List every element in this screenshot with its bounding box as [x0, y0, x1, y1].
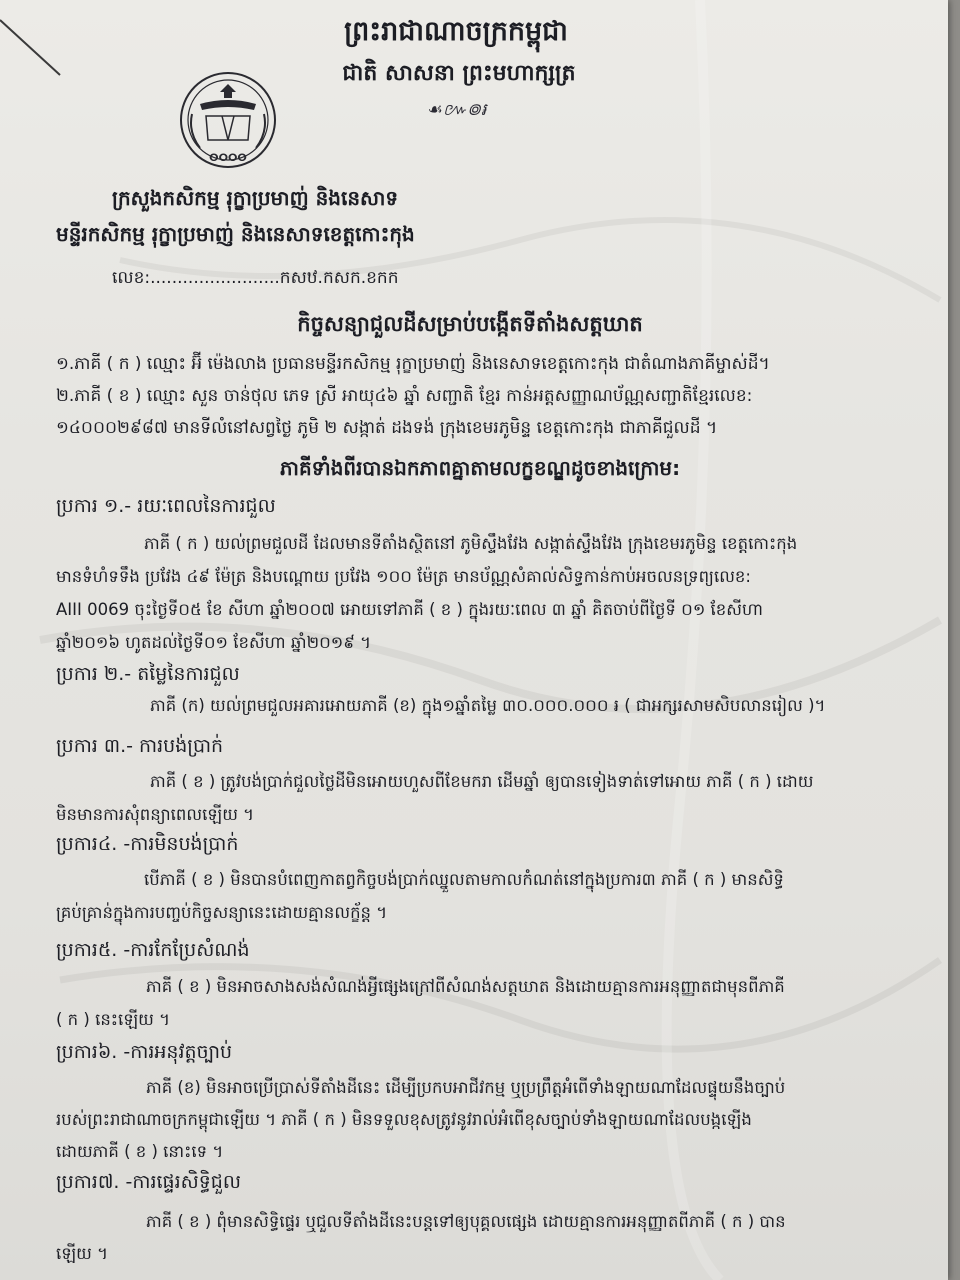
contract-title: កិច្ចសន្យាជួលដីសម្រាប់បង្កើតទីតាំងសត្តឃាត: [297, 312, 643, 336]
department-name: មន្ទីរកសិកម្ម រុក្ខាប្រមាញ់ និងនេសាទខេត្តកោះកុង: [56, 222, 415, 246]
article-3-line: មិនមានការសុំពន្យាពេលឡើយ ។: [56, 805, 255, 824]
ministry-name: ក្រសួងកសិកម្ម រុក្ខាប្រមាញ់ និងនេសាទ: [112, 186, 399, 210]
article-4-title: ប្រការ៤. -ការមិនបង់ប្រាក់: [56, 833, 239, 855]
article-1-title: ប្រការ ១.- រយៈពេលនៃការជួល: [56, 495, 276, 517]
article-1-line: AIII 0069 ចុះថ្ងៃទី០៥ ខែ សីហា ឆ្នាំ២០០៧ អោយទៅភាគី ( ខ ) ក្នុងរយៈពេល ៣ ឆ្នាំ គិតចាប់ពីថ្ងៃទី ០១ ខែសីហា: [56, 600, 763, 619]
article-6-title: ប្រការ៦. -ការអនុវត្តច្បាប់: [56, 1041, 233, 1063]
article-4-line: គ្រប់គ្រាន់ក្នុងការបញ្ចប់កិច្ចសន្យានេះដោយគ្មានលក្ខ័ន្ត ។: [56, 903, 388, 922]
article-2-title: ប្រការ ២.- តម្លៃនៃការជួល: [56, 663, 240, 685]
article-6-line: របស់ព្រះរាជាណាចក្រកម្ពុជាឡើយ ។ ភាគី ( ក ) មិនទទួលខុសត្រូវនូវរាល់អំពើខុសច្បាប់ទាំងឡាយណាដែលបង្កឡើង: [56, 1110, 752, 1129]
motto-ornament: ☙៚៙៛: [427, 100, 487, 120]
article-5-line: ( ក ) នេះឡើយ ។: [56, 1010, 171, 1029]
article-4-line: បើភាគី ( ខ ) មិនបានបំពេញកាតព្វកិច្ចបង់ប្រាក់ឈ្នួលតាមកាលកំណត់នៅក្នុងប្រការ៣ ភាគី ( ក ) មានសិទ្ធិ: [144, 870, 784, 889]
article-3-title: ប្រការ ៣.- ការបង់ប្រាក់: [56, 735, 224, 757]
article-2-line: ភាគី (ក) យល់ព្រមជួលអគារអោយភាគី (ខ) ក្នុង១ឆ្នាំតម្លៃ ៣០.០០០.០០០ ៛ ( ជាអក្សរសាមសិបលានរៀល )។: [150, 696, 826, 715]
article-7-title: ប្រការ៧. -ការផ្ទេរសិទ្ធិជួល: [56, 1171, 241, 1193]
party-b-line2: ១៤០០០២៩៨៧ មានទីលំនៅសព្វថ្ងៃ ភូមិ ២ សង្កាត់ ដងទង់ ក្រុងខេមរភូមិន្ទ ខេត្តកោះកុង ជាភាគីជួលដី ។: [56, 418, 718, 438]
article-5-title: ប្រការ៥. -ការកែប្រែសំណង់: [56, 939, 250, 961]
agreement-heading: ភាគីទាំងពីរបានឯកភាពគ្នាតាមលក្ខខណ្ឌដូចខាងក្រោម:: [279, 456, 681, 480]
article-7-line: ឡើយ ។: [56, 1244, 108, 1263]
reference-number: លេខ:........................កសឋ.កសក.ខកក: [112, 268, 399, 288]
article-5-line: ភាគី ( ខ ) មិនអាចសាងសង់សំណង់អ្វីផ្សេងក្រៅពីសំណង់សត្តឃាត និងដោយគ្មានការអនុញ្ញាតជាមុនពីភាគី: [146, 977, 785, 996]
article-1-line: ឆ្នាំ២០១៦ ហូតដល់ថ្ងៃទី០១ ខែសីហា ឆ្នាំ២០១៩ ។: [56, 633, 372, 652]
article-6-line: ដោយភាគី ( ខ ) នោះទេ ។: [56, 1142, 224, 1161]
kingdom-title: ព្រះរាជាណាចក្រកម្ពុជា: [344, 16, 568, 47]
party-a: ១.ភាគី ( ក ) ឈ្មោះ អ៊ី ម៉េងលាង ប្រធានមន្ទីរកសិកម្ម រុក្ខាប្រមាញ់ និងនេសាទខេត្តកោះកុង ជាតំណាងភាគីម្ចាស់ដី។: [56, 354, 770, 374]
article-7-line: ភាគី ( ខ ) ពុំមានសិទ្ធិផ្ទេរ ឬជួលទីតាំងដីនេះបន្តទៅឲ្យបុគ្គលផ្សេង ដោយគ្មានការអនុញ្ញាតពីភាគី ( ក ) បាន: [146, 1212, 786, 1231]
national-motto: ជាតិ សាសនា ព្រះមហាក្សត្រ: [342, 61, 576, 86]
party-b-line1: ២.ភាគី ( ខ ) ឈ្មោះ សួន ចាន់ថុល ភេទ ស្រី អាយុ៤៦ ឆ្នាំ សញ្ជាតិ ខ្មែរ កាន់អត្តសញ្ញាណប័ណ្ណសញ្ជាតិខ្មែរលេខ:: [56, 386, 753, 406]
article-6-line: ភាគី (ខ) មិនអាចប្រើប្រាស់ទីតាំងដីនេះ ដើម្បីប្រកបអាជីវកម្ម ឬប្រព្រឹត្តអំពើទាំងឡាយណាដែលផ្ទុយនឹងច្បាប់: [146, 1078, 786, 1097]
article-1-line: ភាគី ( ក ) យល់ព្រមជួលដី ដែលមានទីតាំងស្ថិតនៅ ភូមិស្ទឹងវែង សង្កាត់ស្ទឹងវែង ក្រុងខេមរភូមិន្ទ ខេត្តកោះកុង: [144, 534, 798, 553]
article-1-line: មានទំហំទទឹង ប្រវែង ៤៩ ម៉ែត្រ និងបណ្តោយ ប្រវែង ១០០ ម៉ែត្រ មានប័ណ្ណសំគាល់សិទ្ធកាន់កាប់អចលនទ្រព្យលេខ:: [56, 567, 751, 586]
article-3-line: ភាគី ( ខ ) ត្រូវបង់ប្រាក់ជួលថ្លៃដីមិនអោយហួសពីខែមករា ដើមឆ្នាំ ឲ្យបានទៀងទាត់ទៅអោយ ភាគី ( ក ) ដោយ: [150, 772, 814, 791]
emblem-caption: ⵔⵔⵔⵔ: [209, 153, 247, 164]
